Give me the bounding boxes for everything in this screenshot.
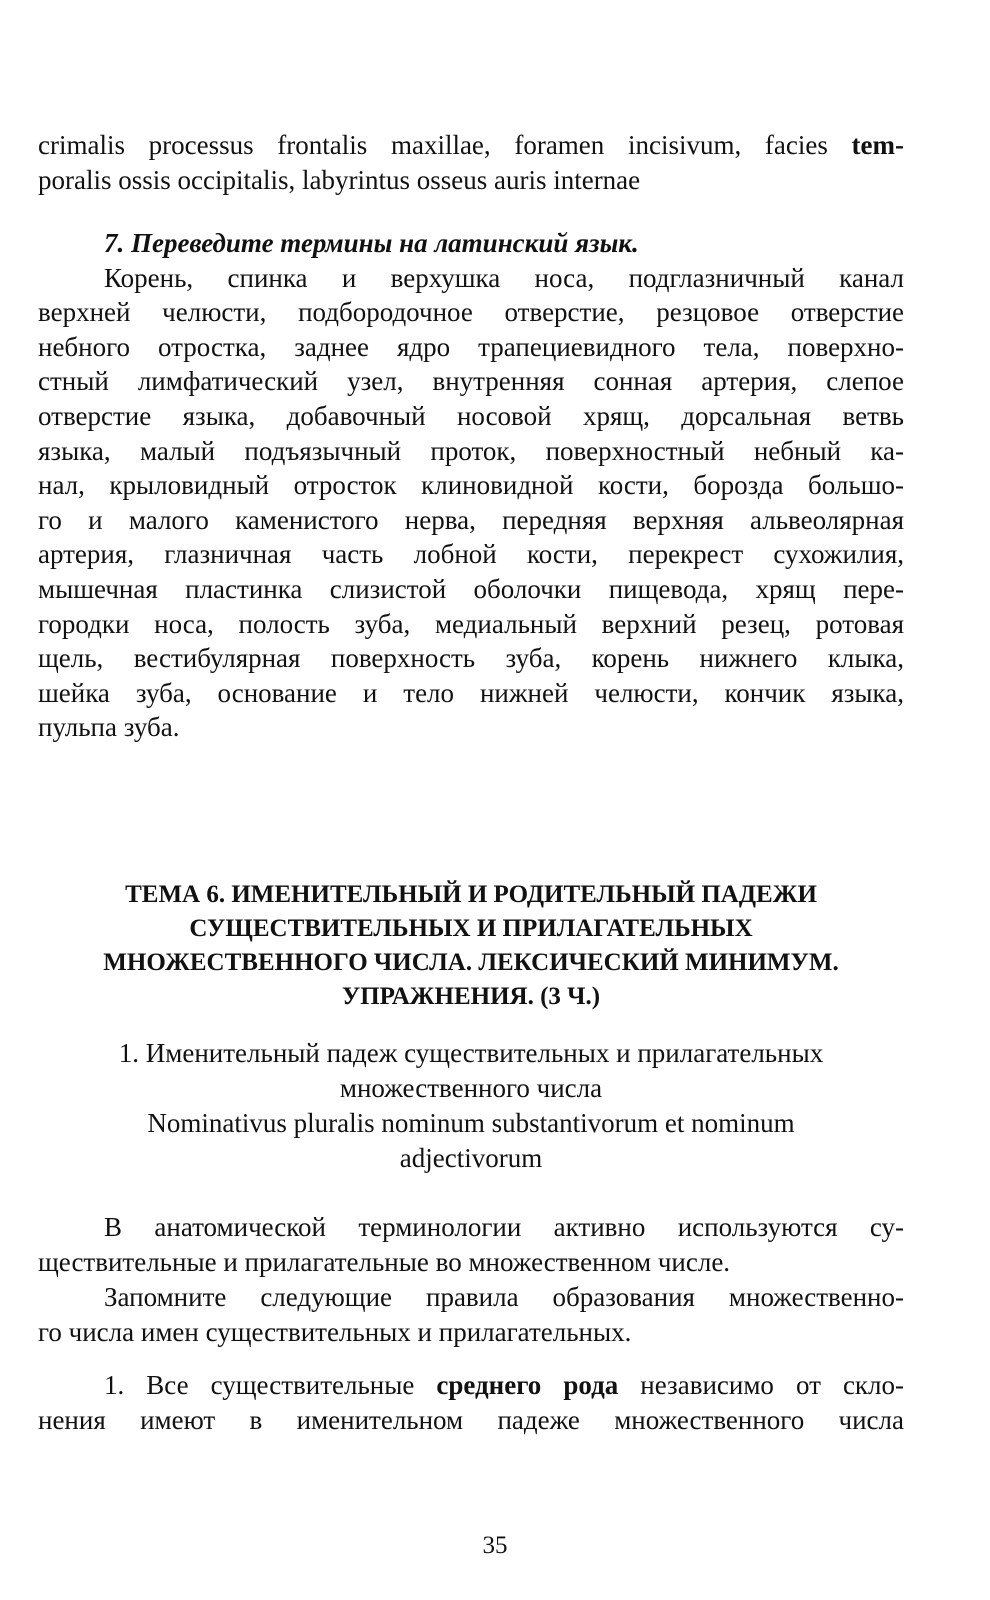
- text-line: го числа имен существительных и прилагательных.: [38, 1316, 632, 1347]
- topic-line: УПРАЖНЕНИЯ. (3 Ч.): [341, 983, 601, 1010]
- exercise-7: [38, 226, 904, 745]
- text-line: верхней челюсти, подбородочное отверстие, резцовое отверстие: [38, 297, 904, 328]
- text-line: артерия, глазничная часть лобной кости, перекрест сухожилия,: [38, 539, 904, 570]
- text-line: го и малого каменистого нерва, передняя верхняя альвеолярная: [38, 504, 904, 535]
- exercise-heading: 7. Переведите термины на латинский язык.: [104, 228, 639, 258]
- section-1-heading: [38, 1036, 904, 1176]
- paragraph-rules: [38, 1280, 904, 1349]
- topic-line: МНОЖЕСТВЕННОГО ЧИСЛА. ЛЕКСИЧЕСКИЙ МИНИМУМ.: [103, 949, 839, 976]
- text-line: щель, вестибулярная поверхность зуба, корень нижнего клыка,: [38, 643, 904, 674]
- topic-line: СУЩЕСТВИТЕЛЬНЫХ И ПРИЛАГАТЕЛЬНЫХ: [189, 915, 753, 942]
- top-paragraph: [38, 128, 904, 197]
- rule-1: [38, 1368, 904, 1437]
- text-line: Корень, спинка и верхушка носа, подглазничный канал: [104, 262, 904, 293]
- text-fragment: независимо от скло-: [618, 1370, 905, 1400]
- text-line: пульпа зуба.: [38, 712, 180, 743]
- text-fragment: crimalis processus frontalis maxillae, foramen incisivum, facies: [38, 130, 852, 160]
- text-line: [38, 1368, 904, 1403]
- section-line: Nominativus pluralis nominum substantivorum et nominum: [147, 1108, 795, 1138]
- paragraph-terminology: [38, 1210, 904, 1279]
- section-line: множественного числа: [339, 1073, 603, 1103]
- text-line: В анатомической терминологии активно используются су-: [104, 1212, 904, 1242]
- text-fragment: 1. Все существительные: [104, 1370, 437, 1400]
- topic-line: ТЕМА 6. ИМЕНИТЕЛЬНЫЙ И РОДИТЕЛЬНЫЙ ПАДЕЖИ: [125, 881, 817, 908]
- text-line: [38, 128, 904, 163]
- text-line: отверстие языка, добавочный носовой хрящ, дорсальная ветвь: [38, 400, 904, 431]
- text-line: Запомните следующие правила образования множественно-: [104, 1282, 904, 1312]
- text-line: небного отростка, заднее ядро трапециевидного тела, поверхно-: [38, 331, 904, 362]
- text-line: стный лимфатический узел, внутренняя сонная артерия, слепое: [38, 366, 904, 397]
- section-line: adjectivorum: [399, 1143, 543, 1173]
- topic-heading: [38, 878, 904, 1014]
- section-line: 1. Именительный падеж существительных и прилагательных: [118, 1038, 824, 1068]
- text-line: ществительные и прилагательные во множественном числе.: [38, 1246, 731, 1277]
- text-line: городки носа, полость зуба, медиальный верхний резец, ротовая: [38, 608, 904, 639]
- text-line: языка, малый подъязычный проток, поверхностный небный ка-: [38, 435, 904, 466]
- text-line: нения имеют в именительном падеже множественного числа: [38, 1404, 904, 1435]
- text-line: poralis ossis occipitalis, labyrintus osseus auris internae: [38, 164, 641, 195]
- text-line: мышечная пластинка слизистой оболочки пищевода, хрящ пере-: [38, 573, 904, 604]
- text-line: шейка зуба, основание и тело нижней челюсти, кончик языка,: [38, 677, 904, 708]
- page-number: 35: [482, 1532, 508, 1559]
- text-line: нал, крыловидный отросток клиновидной кости, борозда большо-: [38, 470, 904, 501]
- bold-fragment: среднего рода: [436, 1370, 619, 1400]
- bold-fragment: tem-: [851, 130, 904, 160]
